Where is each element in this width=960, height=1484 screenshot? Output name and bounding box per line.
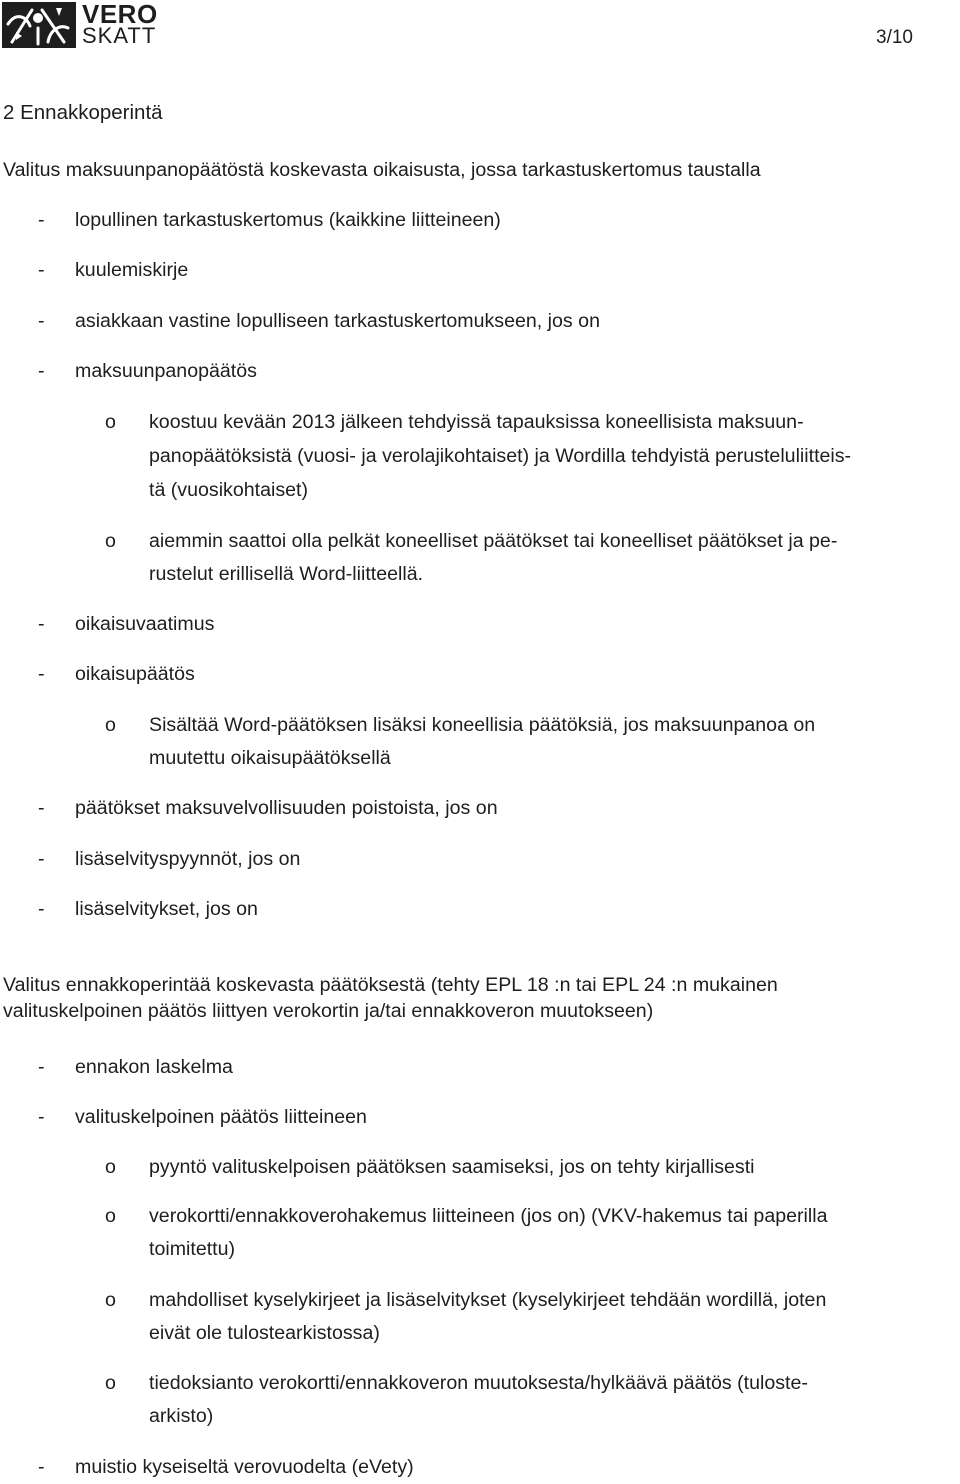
sub-item-line: toimitettu) (149, 1238, 236, 1260)
dash-marker: - (38, 848, 45, 870)
dash-marker: - (38, 209, 45, 231)
list-item-text: asiakkaan vastine lopulliseen tarkastuskertomukseen, jos on (75, 310, 600, 332)
sub-item-line: verokortti/ennakkoverohakemus liitteineen (jos on) (VKV-hakemus tai paperilla (149, 1205, 828, 1227)
sub-item-line: Sisältää Word-päätöksen lisäksi koneellisia päätöksiä, jos maksuunpanoa on (149, 714, 816, 736)
sub-item-line: tä (vuosikohtaiset) (149, 479, 308, 501)
dash-marker: - (38, 1456, 45, 1478)
dash-marker: - (38, 360, 45, 382)
list-item-text: päätökset maksuvelvollisuuden poistoista, jos on (75, 797, 498, 819)
sub-item-line: arkisto) (149, 1405, 214, 1427)
sub-item-line: mahdolliset kyselykirjeet ja lisäselvitykset (kyselykirjeet tehdään wordillä, joten (149, 1289, 827, 1311)
list-item-text: lisäselvitykset, jos on (75, 898, 258, 920)
bullet-marker: o (105, 1289, 116, 1311)
section2-title-line1: Valitus ennakkoperintää koskevasta päätöksestä (tehty EPL 18 :n tai EPL 24 :n mukainen (3, 974, 778, 996)
bullet-marker: o (105, 411, 116, 433)
logo-line-skatt: SKATT (82, 23, 157, 48)
section2-title-line2: valituskelpoinen päätös liittyen verokortin ja/tai ennakkoveron muutokseen) (3, 1000, 654, 1022)
dash-marker: - (38, 1056, 45, 1078)
sub-item-line: eivät ole tulostearkistossa) (149, 1322, 380, 1344)
section-heading: 2 Ennakkoperintä (3, 101, 163, 124)
list-item-text: oikaisupäätös (75, 663, 195, 685)
dash-marker: - (38, 797, 45, 819)
dash-marker: - (38, 613, 45, 635)
sub-item-line: aiemmin saattoi olla pelkät koneelliset päätökset tai koneelliset päätökset ja pe- (149, 530, 838, 552)
list-item-text: maksuunpanopäätös (75, 360, 257, 382)
dash-marker: - (38, 663, 45, 685)
vero-skatt-logo (2, 2, 158, 48)
bullet-marker: o (105, 1156, 116, 1178)
list-item-text: oikaisuvaatimus (75, 613, 215, 635)
list-item-text: ennakon laskelma (75, 1056, 233, 1078)
list-item-text: lopullinen tarkastuskertomus (kaikkine liitteineen) (75, 209, 501, 231)
section1-title: Valitus maksuunpanopäätöstä koskevasta oikaisusta, jossa tarkastuskertomus taustalla (3, 159, 761, 181)
list-item-text: valituskelpoinen päätös liitteineen (75, 1106, 367, 1128)
sub-item-line: rustelut erillisellä Word-liitteellä. (149, 563, 424, 585)
dash-marker: - (38, 259, 45, 281)
list-item-text: muistio kyseiseltä verovuodelta (eVety) (75, 1456, 414, 1478)
sub-item-line: koostuu kevään 2013 jälkeen tehdyissä tapauksissa koneellisista maksuun- (149, 411, 804, 433)
bullet-marker: o (105, 1372, 116, 1394)
list-item-text: kuulemiskirje (75, 259, 189, 281)
page-number: 3/10 (876, 27, 913, 48)
logo-line-vero: VERO (82, 0, 158, 29)
bullet-marker: o (105, 1205, 116, 1227)
dash-marker: - (38, 898, 45, 920)
sub-item-line: muutettu oikaisupäätöksellä (149, 747, 391, 769)
dash-marker: - (38, 1106, 45, 1128)
sub-item-line: panopäätöksistä (vuosi- ja verolajikohtaiset) ja Wordilla tehdyistä perusteluliitteis- (149, 445, 852, 467)
sub-item-line: tiedoksianto verokortti/ennakkoveron muutoksesta/hylkäävä päätös (tuloste- (149, 1372, 808, 1394)
vero-emblem-icon (2, 2, 76, 48)
dash-marker: - (38, 310, 45, 332)
list-item-text: lisäselvityspyynnöt, jos on (75, 848, 301, 870)
sub-item-line: pyyntö valituskelpoisen päätöksen saamiseksi, jos on tehty kirjallisesti (149, 1156, 755, 1178)
bullet-marker: o (105, 714, 116, 736)
bullet-marker: o (105, 530, 116, 552)
